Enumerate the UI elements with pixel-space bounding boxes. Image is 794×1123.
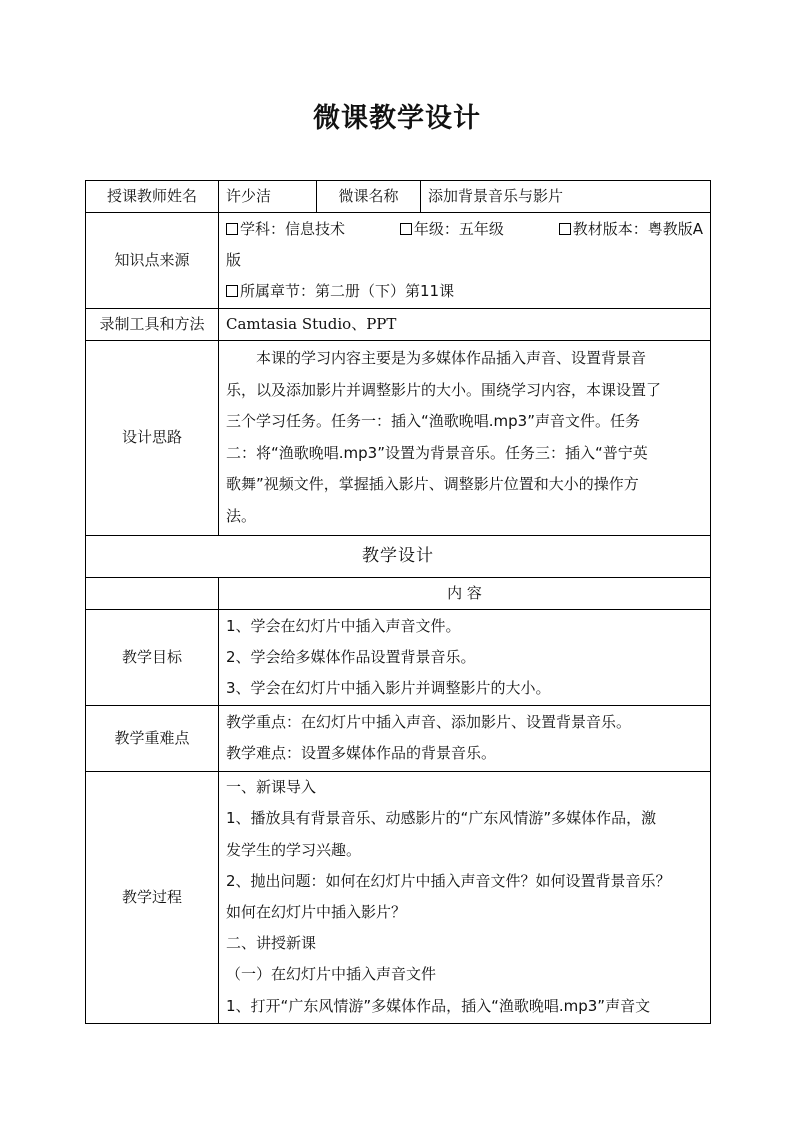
edition-text: 教材版本：粤教版A <box>572 220 703 238</box>
design-idea-line: 三个学习任务。任务一：插入“渔歌晚唱.mp3”声音文件。任务 <box>226 412 640 431</box>
page-title: 微课教学设计 <box>313 103 481 134</box>
process-line: 1、打开“广东风情游”多媒体作品，插入“渔歌晚唱.mp3”声音文 <box>226 996 651 1015</box>
content-header-empty <box>86 577 219 609</box>
course-label: 微课名称 <box>317 181 421 213</box>
edition-continued: 版 <box>226 251 242 269</box>
knowledge-source-label: 知识点来源 <box>86 213 219 309</box>
process-line: 如何在幻灯片中插入影片？ <box>226 903 407 922</box>
knowledge-source-value <box>219 213 711 309</box>
design-idea-line: 本课的学习内容主要是为多媒体作品插入声音、设置背景音 <box>256 349 647 367</box>
course-value: 添加背景音乐与影片 <box>421 181 711 213</box>
goal-item: 3、学会在幻灯片中插入影片并调整影片的大小。 <box>226 678 551 697</box>
row-teacher-course <box>86 181 711 213</box>
section-title: 教学设计 <box>86 535 711 577</box>
design-idea-line: 乐，以及添加影片并调整影片的大小。围绕学习内容，本课设置了 <box>226 380 662 399</box>
goal-item: 1、学会在幻灯片中插入声音文件。 <box>226 616 461 635</box>
design-idea-text <box>219 341 711 536</box>
process-line: 一、新课导入 <box>226 778 317 797</box>
subject-field <box>226 214 345 245</box>
checkbox-icon <box>226 223 238 235</box>
row-design-idea <box>86 341 711 536</box>
design-idea-line: 歌舞”视频文件，掌握插入影片、调整影片位置和大小的操作方 <box>226 475 639 494</box>
tools-label: 录制工具和方法 <box>86 309 219 341</box>
goal-item: 2、学会给多媒体作品设置背景音乐。 <box>226 647 476 666</box>
checkbox-icon <box>226 285 238 297</box>
process-text <box>219 771 711 1023</box>
checkbox-icon <box>400 223 412 235</box>
difficulty-label: 教学重难点 <box>86 705 219 771</box>
row-section-title <box>86 535 711 577</box>
grade-field <box>400 214 504 245</box>
design-idea-line: 二：将“渔歌晚唱.mp3”设置为背景音乐。任务三：插入“普宁英 <box>226 443 648 462</box>
process-line: （一）在幻灯片中插入声音文件 <box>226 965 437 984</box>
row-process <box>86 771 711 1023</box>
process-line: 1、播放具有背景音乐、动感影片的“广东风情游”多媒体作品，激 <box>226 809 657 828</box>
content-header: 内 容 <box>219 577 711 609</box>
row-knowledge-source <box>86 213 711 309</box>
tools-value: Camtasia Studio、PPT <box>219 309 711 341</box>
grade-text: 年级：五年级 <box>413 220 504 238</box>
process-line: 发学生的学习兴趣。 <box>226 840 362 859</box>
row-content-header <box>86 577 711 609</box>
row-difficulty <box>86 705 711 771</box>
process-line: 二、讲授新课 <box>226 934 317 953</box>
subject-text: 学科：信息技术 <box>240 220 346 238</box>
chapter-text: 所属章节：第二册（下）第11课 <box>240 282 455 300</box>
difficulty-item: 教学难点：设置多媒体作品的背景音乐。 <box>226 744 497 763</box>
teacher-label: 授课教师姓名 <box>86 181 219 213</box>
edition-field <box>559 214 703 245</box>
teacher-value: 许少洁 <box>219 181 317 213</box>
goals-list <box>219 609 711 705</box>
process-label: 教学过程 <box>86 771 219 1023</box>
goals-label: 教学目标 <box>86 609 219 705</box>
chapter-field <box>226 276 703 307</box>
row-tools <box>86 309 711 341</box>
row-goals <box>86 609 711 705</box>
design-idea-label: 设计思路 <box>86 341 219 536</box>
checkbox-icon <box>559 223 571 235</box>
difficulty-item: 教学重点：在幻灯片中插入声音、添加影片、设置背景音乐。 <box>226 713 632 732</box>
design-idea-line: 法。 <box>226 506 257 525</box>
process-line: 2、抛出问题：如何在幻灯片中插入声音文件？如何设置背景音乐？ <box>226 871 671 890</box>
difficulty-list <box>219 705 711 771</box>
source-line-1 <box>226 214 703 245</box>
lesson-design-table <box>85 180 711 1024</box>
